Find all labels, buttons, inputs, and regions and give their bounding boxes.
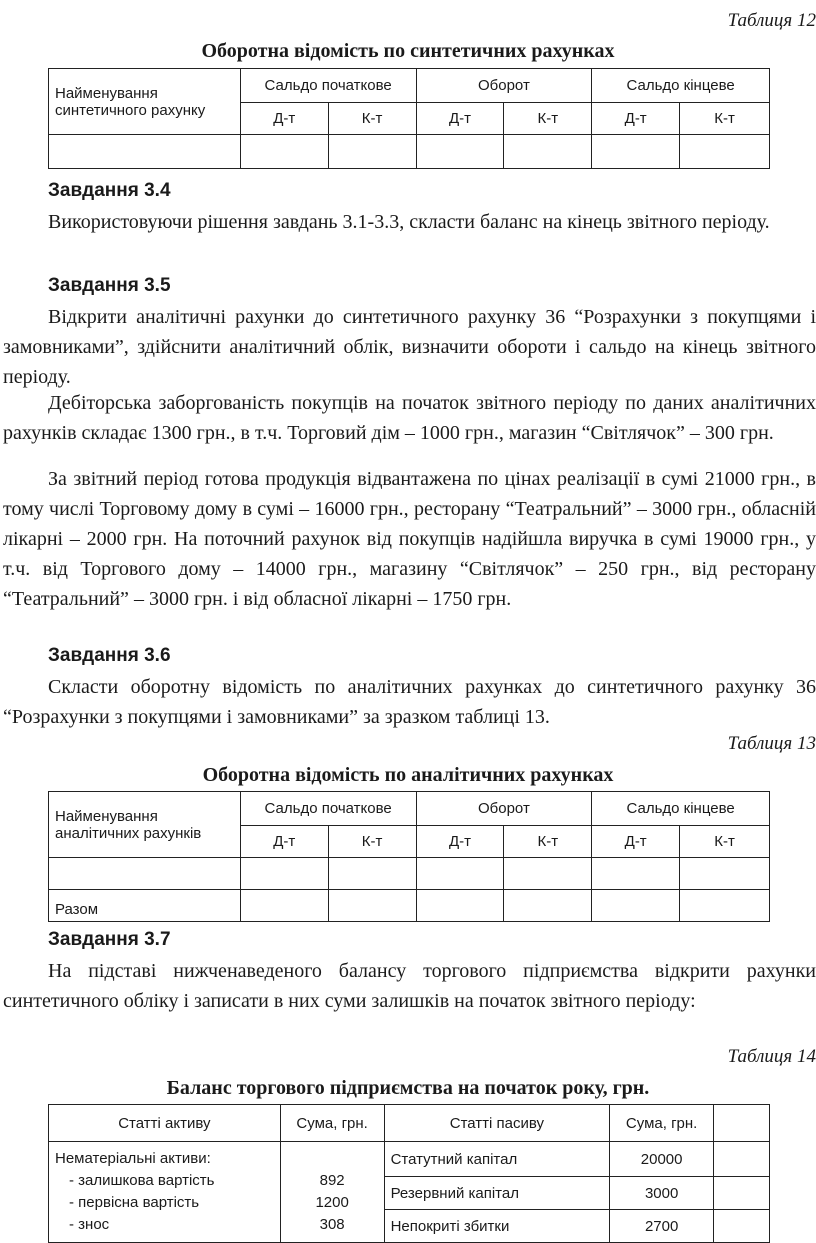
table12-caption: Таблиця 12 [727,10,816,31]
table13-name-header [49,792,241,858]
table12-name-header-line2: синтетичного рахунку [55,101,206,119]
table12-sub-header: К-т [504,103,592,135]
table13-sub-header: К-т [328,826,416,858]
table14-header: Сума, грн. [280,1105,384,1142]
table13-total-row [49,890,770,922]
table14-liability-value: 3000 [610,1177,714,1210]
table13-name-header-line2: аналітичних рахунків [55,824,202,842]
table12-sub-header: К-т [680,103,770,135]
table13-group-header: Оборот [416,792,592,826]
task-3-7-text: На підставі нижченаведеного балансу торгового підприємства відкрити рахунки синтетичного обліку і записати в них суми залишків на початок звітного періоду: [3,960,816,1012]
table14-asset-title: Нематеріальні активи: [55,1150,211,1167]
table14-liability-label: Непокриті збитки [384,1210,610,1243]
table14-liability-value: 2700 [610,1210,714,1243]
task-3-5-paragraph-3: За звітний період готова продукція відвантажена по цінах реалізації в сумі 21000 грн., в тому числі Торговому дому в сумі – 16000 грн., ресторану “Театральний” – 3000 грн., обласній лікарні – 2000 грн. На поточний рахунок від покупців надійшла виручка в сумі 19000 грн., у т.ч. від Торгового дому – 14000 грн., магазину “Світлячок” – 250 грн., від ресторану “Театральний” – 3000 грн. і від обласної лікарні – 1750 грн. [3,468,816,610]
table14-header: Сума, грн. [610,1105,714,1142]
table14-header: Статті пасиву [384,1105,610,1142]
table14-header: Статті активу [49,1105,281,1142]
table13 [48,791,770,922]
table12-group-header: Оборот [416,69,592,103]
task-3-7-heading: Завдання 3.7 [48,929,171,950]
table12-name-header-line1: Найменування [55,84,158,102]
table14-liability-label: Резервний капітал [384,1177,610,1210]
table14-asset-item: - знос [69,1216,110,1233]
table14-title: Баланс торгового підприємства на початок року, грн. [166,1077,650,1099]
table13-sub-header: Д-т [416,826,504,858]
table12-sub-header: Д-т [416,103,504,135]
task-3-5-paragraph-1: Відкрити аналітичні рахунки до синтетичного рахунку 36 “Розрахунки з покупцями і замовниками”, здійснити аналітичний облік, визначити обороти і сальдо на кінець звітного періоду. [3,306,816,388]
table12-title: Оборотна відомість по синтетичних рахунках [201,40,615,62]
table12-sub-header: Д-т [592,103,680,135]
task-3-6-text: Скласти оборотну відомість по аналітичних рахунках до синтетичного рахунку 36 “Розрахунки з покупцями і замовниками” за зразком таблиці 13. [3,676,816,728]
table14-liability-label: Статутний капітал [384,1142,610,1177]
task-3-6-heading: Завдання 3.6 [48,645,171,666]
table14-asset-item: - первісна вартість [69,1194,200,1211]
table13-sub-header: Д-т [240,826,328,858]
table13-caption: Таблиця 13 [727,733,816,754]
table14-asset-value: 892 [319,1172,345,1189]
task-3-5-paragraph-2: Дебіторська заборгованість покупців на початок звітного періоду по даних аналітичних рахунків складає 1300 грн., в т.ч. Торговий дім – 1000 грн., магазин “Світлячок” – 300 грн. [3,392,816,444]
table12-group-header: Сальдо кінцеве [592,69,770,103]
table14-asset-item: - залишкова вартість [69,1172,215,1189]
task-3-4-heading: Завдання 3.4 [48,180,171,201]
table14-caption: Таблиця 14 [727,1046,816,1067]
table12-sub-header: Д-т [240,103,328,135]
table12-group-header: Сальдо початкове [240,69,416,103]
task-3-5-heading: Завдання 3.5 [48,275,171,296]
task-3-4-text: Використовуючи рішення завдань 3.1-3.3, скласти баланс на кінець звітного періоду. [48,211,770,233]
table12-name-header [49,69,241,135]
table13-group-header: Сальдо початкове [240,792,416,826]
table13-title: Оборотна відомість по аналітичних рахунках [202,764,614,786]
table13-total-label: Разом [49,890,241,922]
table14-asset-value: 308 [319,1216,345,1233]
table14 [48,1104,770,1243]
table12-empty-row [49,135,770,169]
table14-asset-value: 1200 [315,1194,349,1211]
table13-empty-row [49,858,770,890]
table12 [48,68,770,169]
table14-asset-cell [49,1142,281,1243]
table12-sub-header: К-т [328,103,416,135]
table13-sub-header: К-т [504,826,592,858]
table13-group-header: Сальдо кінцеве [592,792,770,826]
table14-liability-value: 20000 [610,1142,714,1177]
table13-name-header-line1: Найменування [55,807,158,825]
table13-sub-header: К-т [680,826,770,858]
table14-asset-values [280,1142,384,1243]
table13-sub-header: Д-т [592,826,680,858]
